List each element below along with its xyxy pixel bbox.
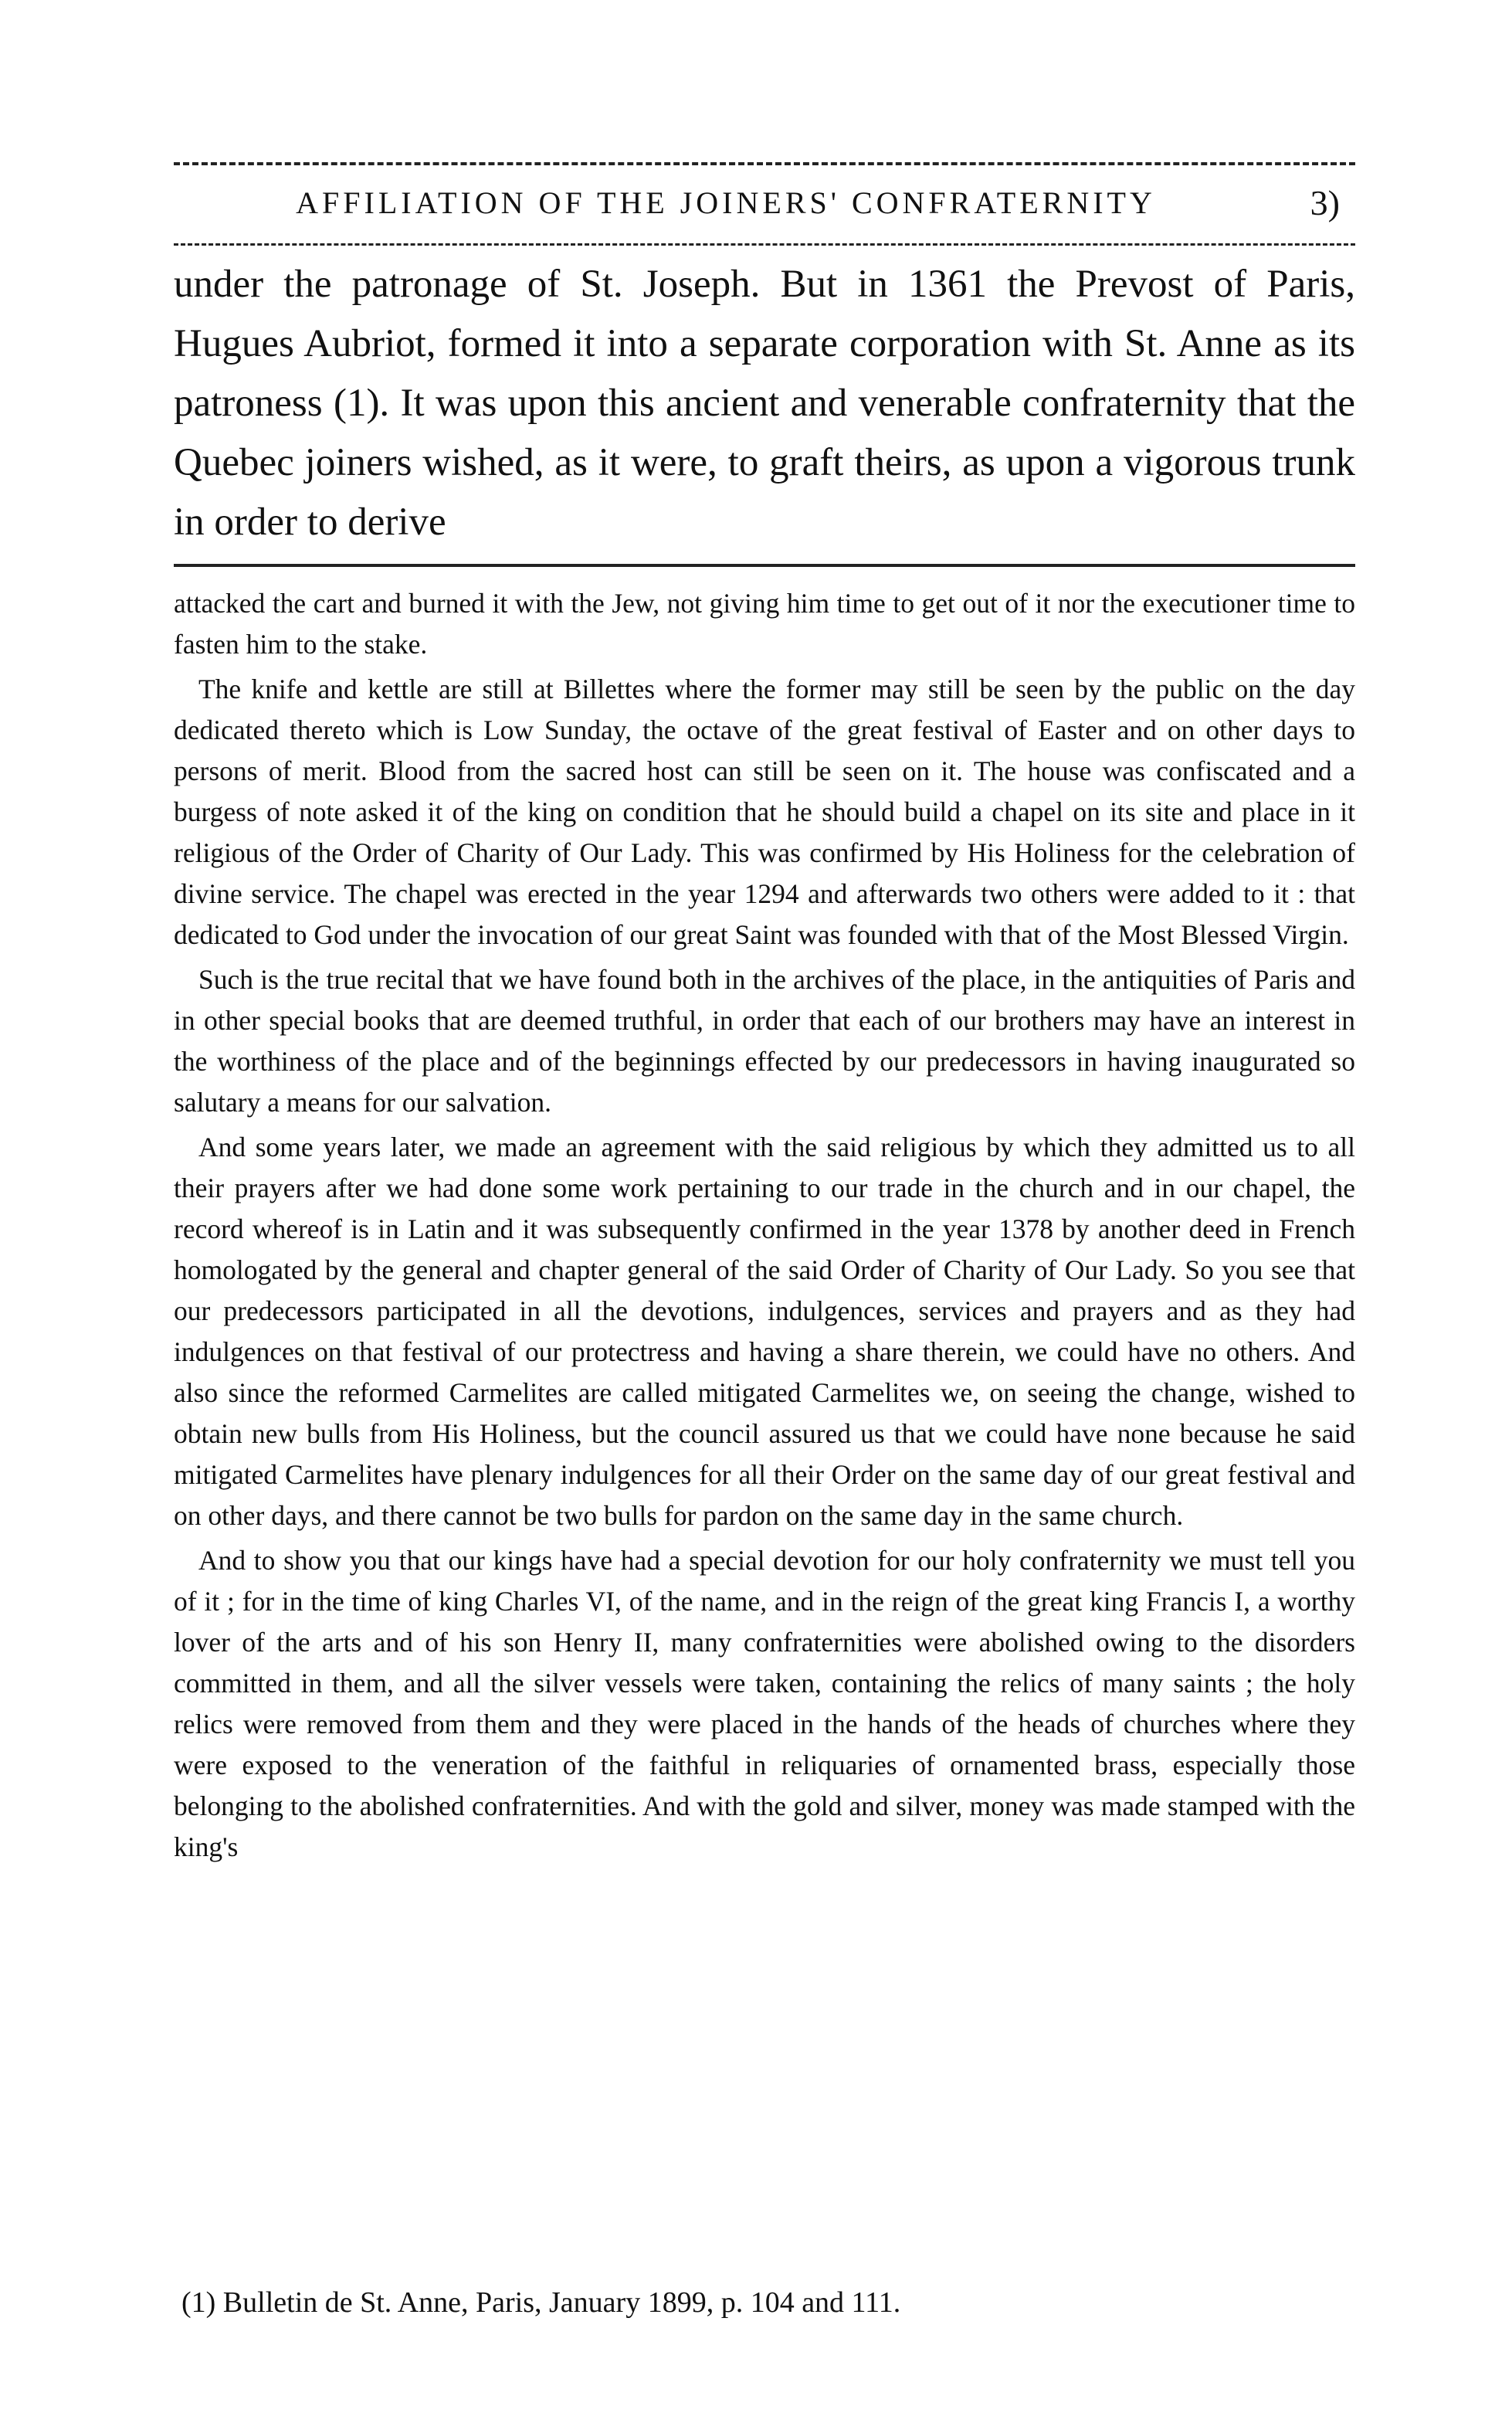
notes-separator-rule [174,564,1355,567]
page-number: 3) [1310,183,1340,222]
note-paragraph: attacked the cart and burned it with the Jew, not giving him time to get out of it nor the executioner time to fasten him to the stake. [174,588,1355,660]
note-paragraph: And some years later, we made an agreement with the said religious by which they admitted us to all their prayers after we had done some work pertaining to our trade in the church and in our chapel, the record whereof is in Latin and it was subsequently confirmed in the year 1378 by another deed in French homologated by the general and chapter general of the said Order of Charity of Our Lady. So you see that our predecessors participated in all the devotions, indulgences, services and prayers and as they had indulgences on that festival of our protectress and having a share therein, we could have no others. And also since the reformed Carmelites are called mitigated Carmelites we, on seeing the change, wished to obtain new bulls from His Holiness, but the council assured us that we could have none because he said mitigated Carmelites have plenary indulgences for all their Order on the same day of our great festival and on other days, and there cannot be two bulls for pardon on the same day in the same church. [174,1132,1355,1531]
note-paragraph: Such is the true recital that we have found both in the archives of the place, in the antiquities of Paris and in other special books that are deemed truthful, in order that each of our brothers may have an interest in the worthiness of the place and of the beginnings effected by our predecessors in having inaugurated so salutary a means for our salvation. [174,964,1355,1118]
main-paragraph: under the patronage of St. Joseph. But in 1361 the Prevost of Paris, Hugues Aubriot, formed it into a separate corporation with St. Anne as its patroness (1). It was upon this ancient and venerable confraternity that the Quebec joiners wished, as it were, to graft theirs, as upon a vigorous trunk in order to derive [174,263,1355,544]
main-text [174,255,1355,552]
notes-section [174,583,1355,1868]
note-paragraph: The knife and kettle are still at Billettes where the former may still be seen by the public on the day dedicated thereto which is Low Sunday, the octave of the great festival of Easter and on other days to persons of merit. Blood from the sacred host can still be seen on it. The house was confiscated and a burgess of note asked it of the king on condition that he should build a chapel on its site and place in it religious of the Order of Charity of Our Lady. This was confirmed by His Holiness for the celebration of divine service. The chapel was erected in the year 1294 and afterwards two others were added to it : that dedicated to God under the invocation of our great Saint was founded with that of the Most Blessed Virgin. [174,674,1355,950]
footnote: (1) Bulletin de St. Anne, Paris, January 1899, p. 104 and 111. [181,2286,901,2319]
running-head: AFFILIATION OF THE JOINERS' CONFRATERNITY [296,185,1156,220]
page-header [174,176,1355,230]
header-rule-top [174,162,1355,165]
note-paragraph: And to show you that our kings have had a special devotion for our holy confraternity we must tell you of it ; for in the time of king Charles VI, of the name, and in the reign of the great king Francis I, a worthy lover of the arts and of his son Henry II, many confraternities were abolished owing to the disorders committed in them, and all the silver vessels were taken, containing the relics of many saints ; the holy relics were removed from them and they were placed in the hands of the heads of churches where they were exposed to the veneration of the faithful in reliquaries of ornamented brass, especially those belonging to the abolished confraternities. And with the gold and silver, money was made stamped with the king's [174,1545,1355,1862]
header-rule-bottom [174,243,1355,246]
